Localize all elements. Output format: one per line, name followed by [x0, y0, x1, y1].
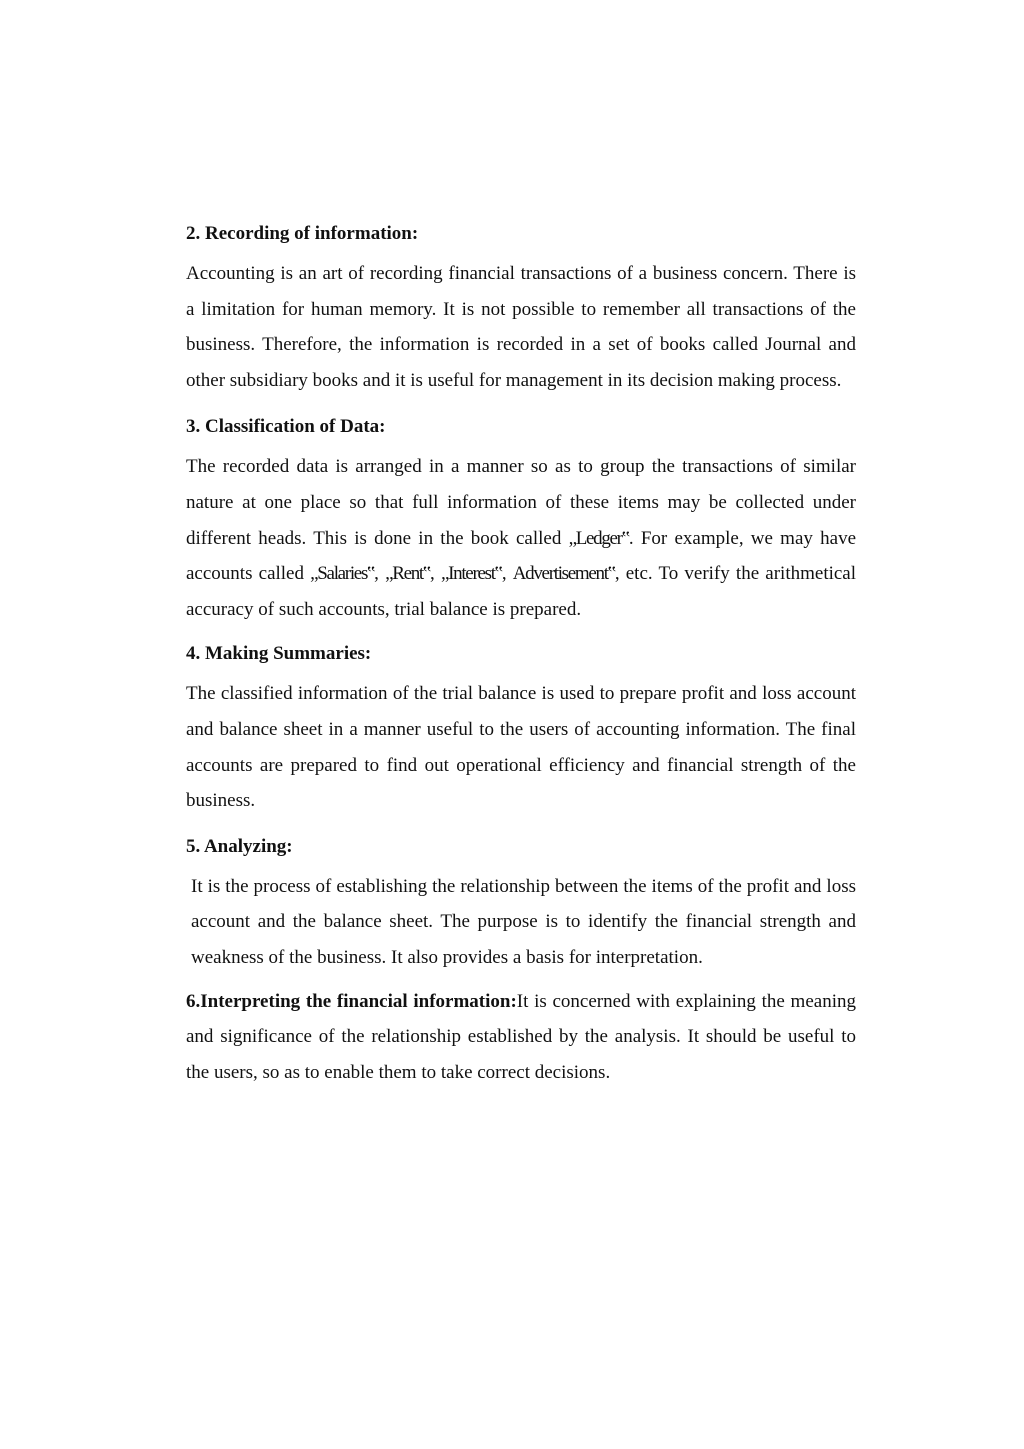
section-paragraph: [186, 984, 856, 1091]
separator: ,: [374, 563, 386, 585]
quoted-term-interest: „Interest‟: [440, 563, 502, 585]
section-classification: [186, 411, 856, 627]
section-heading: 4. Making Summaries:: [186, 643, 372, 665]
paragraph-text: , etc. To verify the arithmetical accuracy of such accounts, trial balance is prepared.: [186, 563, 857, 620]
section-heading: 6.Interpreting the financial information:: [186, 990, 517, 1012]
section-paragraph: [186, 449, 856, 627]
separator: ,: [501, 563, 513, 585]
paragraph-text: The recorded data is arranged in a manner so as to group the transactions of similar nature at one place so that full information of these items may be collected under different heads. This is done in the book called: [186, 456, 856, 549]
section-heading: 2. Recording of information:: [186, 223, 419, 244]
section-summaries: [186, 638, 856, 818]
section-heading: 3. Classification of Data:: [186, 416, 386, 438]
paragraph-text: . For example, we may have accounts called: [186, 527, 856, 585]
section-paragraph: It is the process of establishing the relationship between the items of the profit and loss account and the balance sheet. The purpose is to identify the financial strength and weakness of the business. It also provides a basis for interpretation.: [191, 875, 856, 968]
section-analyzing: [186, 831, 856, 976]
document-page: [186, 218, 856, 1090]
quoted-term-advertisement: Advertisement‟: [512, 563, 615, 585]
section-paragraph: The classified information of the trial balance is used to prepare profit and loss account and balance sheet in a manner useful to the users of accounting information. The final accounts are prepared to find out operational efficiency and financial strength of the business.: [186, 683, 856, 812]
section-paragraph: Accounting is an art of recording financial transactions of a business concern. There is a limitation for human memory. It is not possible to remember all transactions of the business. Therefore, the information is recorded in a set of books called Journal and other subsidiary books and it is useful for management in its decision making process.: [186, 263, 856, 391]
quoted-term-rent: „Rent‟: [385, 563, 431, 585]
quoted-term-salaries: „Salaries‟: [310, 563, 375, 585]
section-heading: 5. Analyzing:: [186, 835, 293, 857]
section-recording: [186, 218, 856, 398]
separator: ,: [430, 563, 441, 585]
paragraph-text: It is concerned with explaining the meaning and significance of the relationship established by the analysis. It should be useful to the users, so as to enable them to take correct decisions.: [186, 990, 856, 1083]
quoted-term-ledger: „Ledger‟: [568, 527, 629, 549]
section-interpreting: [186, 984, 856, 1091]
